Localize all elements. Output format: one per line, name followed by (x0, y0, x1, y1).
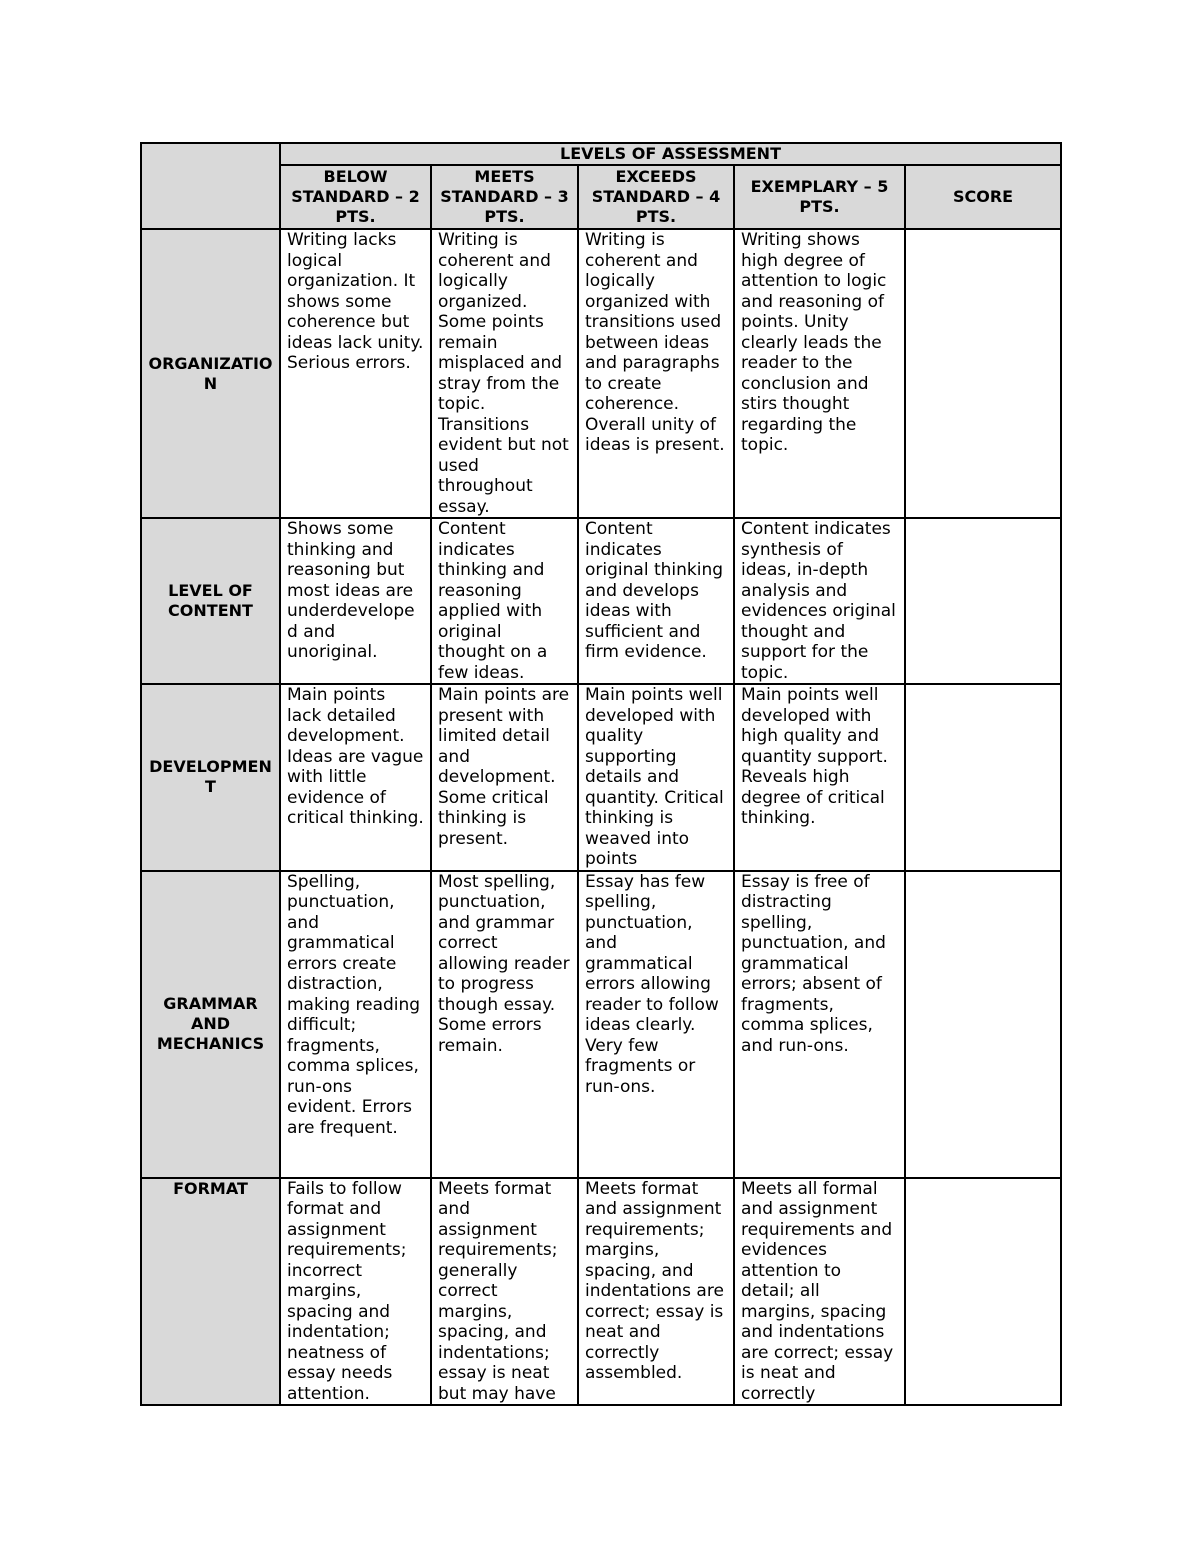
table-cell-below: Spelling, punctuation, and grammatical errors create distraction, making reading difficult; fragments, comma splices, run-ons evident. Errors are frequent. (280, 871, 431, 1178)
table-row (141, 684, 1061, 871)
score-cell[interactable] (905, 684, 1061, 871)
criterion-label: FORMAT (141, 1178, 280, 1406)
table-cell-below: Shows some thinking and reasoning but most ideas are underdeveloped and unoriginal. (280, 518, 431, 684)
table-row (141, 518, 1061, 684)
assessment-rubric-table (140, 142, 1062, 1406)
table-cell-exceeds: Content indicates original thinking and develops ideas with sufficient and firm evidence. (578, 518, 734, 684)
score-cell[interactable] (905, 518, 1061, 684)
table-cell-exemplary: Main points well developed with high quality and quantity support. Reveals high degree of critical thinking. (734, 684, 905, 871)
levels-title-row (141, 143, 1061, 165)
score-cell[interactable] (905, 229, 1061, 518)
table-row (141, 1178, 1061, 1406)
table-cell-exemplary: Essay is free of distracting spelling, punctuation, and grammatical errors; absent of fragments, comma splices, and run-ons. (734, 871, 905, 1178)
table-row (141, 229, 1061, 518)
header-exceeds-standard: EXCEEDS STANDARD – 4 PTS. (578, 165, 734, 229)
table-cell-exemplary: Meets all formal and assignment requirements and evidences attention to detail; all margins, spacing and indentations are correct; essay is neat and correctly (734, 1178, 905, 1406)
criterion-label: DEVELOPMENT (141, 684, 280, 871)
score-cell[interactable] (905, 871, 1061, 1178)
table-cell-exemplary: Writing shows high degree of attention to logic and reasoning of points. Unity clearly leads the reader to the conclusion and stirs thought regarding the topic. (734, 229, 905, 518)
header-exemplary: EXEMPLARY – 5 PTS. (734, 165, 905, 229)
table-cell-below: Writing lacks logical organization. It shows some coherence but ideas lack unity. Serious errors. (280, 229, 431, 518)
table-cell-meets: Content indicates thinking and reasoning applied with original thought on a few ideas. (431, 518, 578, 684)
table-cell-exceeds: Main points well developed with quality supporting details and quantity. Critical thinking is weaved into points (578, 684, 734, 871)
table-cell-meets: Writing is coherent and logically organized. Some points remain misplaced and stray from the topic. Transitions evident but not used throughout essay. (431, 229, 578, 518)
header-below-standard: BELOW STANDARD – 2 PTS. (280, 165, 431, 229)
table-cell-exceeds: Writing is coherent and logically organized with transitions used between ideas and paragraphs to create coherence. Overall unity of ideas is present. (578, 229, 734, 518)
criterion-label: LEVEL OF CONTENT (141, 518, 280, 684)
header-meets-standard: MEETS STANDARD – 3 PTS. (431, 165, 578, 229)
table-cell-exemplary: Content indicates synthesis of ideas, in-depth analysis and evidences original thought and support for the topic. (734, 518, 905, 684)
table-cell-meets: Main points are present with limited detail and development. Some critical thinking is present. (431, 684, 578, 871)
corner-cell (141, 143, 280, 229)
criterion-label: ORGANIZATION (141, 229, 280, 518)
table-row (141, 871, 1061, 1178)
table-cell-below: Fails to follow format and assignment requirements; incorrect margins, spacing and indentation; neatness of essay needs attention. (280, 1178, 431, 1406)
table-cell-meets: Most spelling, punctuation, and grammar correct allowing reader to progress though essay. Some errors remain. (431, 871, 578, 1178)
criterion-label: GRAMMAR AND MECHANICS (141, 871, 280, 1178)
header-score: SCORE (905, 165, 1061, 229)
table-cell-exceeds: Essay has few spelling, punctuation, and grammatical errors allowing reader to follow ideas clearly. Very few fragments or run-ons. (578, 871, 734, 1178)
levels-of-assessment-heading: LEVELS OF ASSESSMENT (280, 143, 1061, 165)
table-cell-below: Main points lack detailed development. Ideas are vague with little evidence of critical thinking. (280, 684, 431, 871)
table-cell-exceeds: Meets format and assignment requirements; margins, spacing, and indentations are correct; essay is neat and correctly assembled. (578, 1178, 734, 1406)
table-cell-meets: Meets format and assignment requirements; generally correct margins, spacing, and indentations; essay is neat but may have (431, 1178, 578, 1406)
score-cell[interactable] (905, 1178, 1061, 1406)
